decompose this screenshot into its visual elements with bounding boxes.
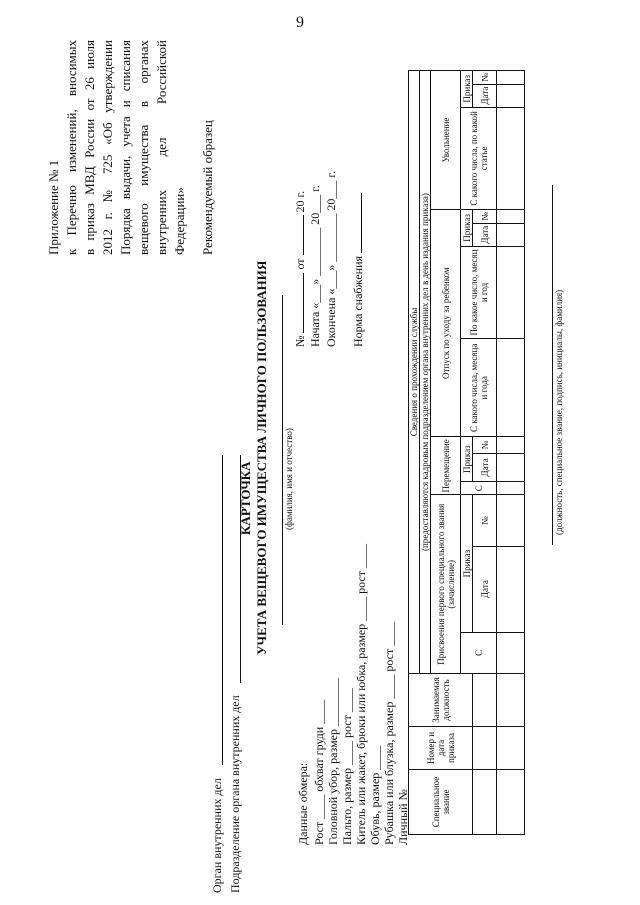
service-table	[408, 70, 525, 835]
leave-from: С какого числа, месяца и года	[461, 339, 497, 437]
dismissal-order: Приказ	[461, 71, 473, 108]
appendix-line-7: Федерации»	[172, 187, 187, 255]
card-started: Начата «___» ________ 20___ г.	[308, 185, 322, 347]
first-rank-from: С	[461, 632, 497, 673]
transfer-from: С	[461, 482, 497, 495]
fio-caption: (фамилия, имя и отчество)	[284, 428, 294, 530]
order-empty-1	[473, 727, 497, 770]
measure-line-1: Рост ____ обхват груди ____	[312, 699, 326, 845]
transfer-order: Приказ	[461, 437, 473, 482]
col-rank: Специальное звание	[409, 770, 473, 835]
card-title: КАРТОЧКА	[238, 461, 253, 535]
measure-line-5: Обувь, размер ____	[368, 745, 382, 845]
measure-line-6: Рубашка или блузка, размер ____ рост ____	[382, 621, 396, 845]
signature-line	[552, 185, 553, 545]
col-dismissal: Увольнение	[431, 71, 461, 210]
dismissal-num: №	[473, 71, 497, 85]
appendix-line-2: в приказ МВД России от 26 июля	[82, 40, 97, 255]
signature-caption: (должность, специальное звание, подпись, инициалы, фамилия)	[554, 289, 564, 535]
col-first-rank: Присвоения первого специального звания (зачисление)	[431, 495, 461, 674]
first-rank-date: Дата	[473, 546, 497, 632]
organ-label: Орган внутренних дел	[210, 778, 224, 893]
transfer-num: №	[473, 437, 497, 454]
top-header: Сведения о прохождении службы	[409, 71, 420, 674]
rank-empty-1	[473, 770, 497, 835]
appendix-line-5: вещевого имущества в органах	[136, 40, 151, 255]
organ-line	[222, 455, 223, 765]
fio-line	[282, 295, 283, 625]
measure-line-2: Головной убор, размер ________	[326, 678, 340, 845]
sub-header: (предоставляются кадровым подразделением органа внутренних дел в день издания приказа)	[420, 71, 431, 674]
first-rank-order: Приказ	[461, 495, 473, 632]
col-transfer: Перемещение	[431, 437, 461, 495]
measure-line-4: Китель или жакет, брюки или юбка, размер ____ рост ____	[354, 544, 368, 845]
card-number: № от 20 г.	[293, 190, 307, 347]
card-finished: Окончена «___» ________ 20___ г.	[324, 171, 338, 347]
measure-line-7: Личный № ________	[396, 738, 410, 845]
table-row	[497, 71, 525, 835]
subdivision-label: Подразделение органа внутренних дел	[228, 695, 242, 893]
leave-date: Дата	[473, 223, 497, 246]
col-order: Номер и дата приказа	[409, 727, 473, 770]
page-number: 9	[296, 14, 304, 31]
dismissal-date: Дата	[473, 84, 497, 107]
col-position: Занимаемая должность	[409, 674, 473, 727]
dismissal-from: С какого числа, по какой статье	[461, 107, 497, 210]
leave-num: №	[473, 210, 497, 224]
appendix-line-3: 2012 г. № 725 «Об утверждении	[100, 40, 115, 255]
transfer-date: Дата	[473, 453, 497, 481]
card-norm: Норма снабжения	[350, 193, 366, 347]
appendix-line-1: к Перечню изменений, вносимых	[64, 40, 79, 255]
leave-order: Приказ	[461, 210, 473, 247]
appendix-line-6: внутренних дел Российской	[154, 40, 169, 255]
card-subtitle: УЧЕТА ВЕЩЕВОГО ИМУЩЕСТВА ЛИЧНОГО ПОЛЬЗОВАНИЯ	[254, 260, 269, 655]
measurements-title: Данные обмера:	[296, 762, 310, 845]
col-leave: Отпуск по уходу за ребенком	[431, 210, 461, 437]
position-empty-1	[473, 674, 497, 727]
appendix-title: Приложение № 1	[46, 159, 61, 255]
recommended-sample: Рекомендуемый образец	[200, 120, 215, 255]
measure-line-3: Пальто, размер ____ рост ____	[340, 688, 354, 845]
leave-to: По какое число, месяц и год	[461, 246, 497, 339]
first-rank-num: №	[473, 495, 497, 546]
appendix-line-4: Порядка выдачи, учета и списания	[118, 40, 133, 255]
